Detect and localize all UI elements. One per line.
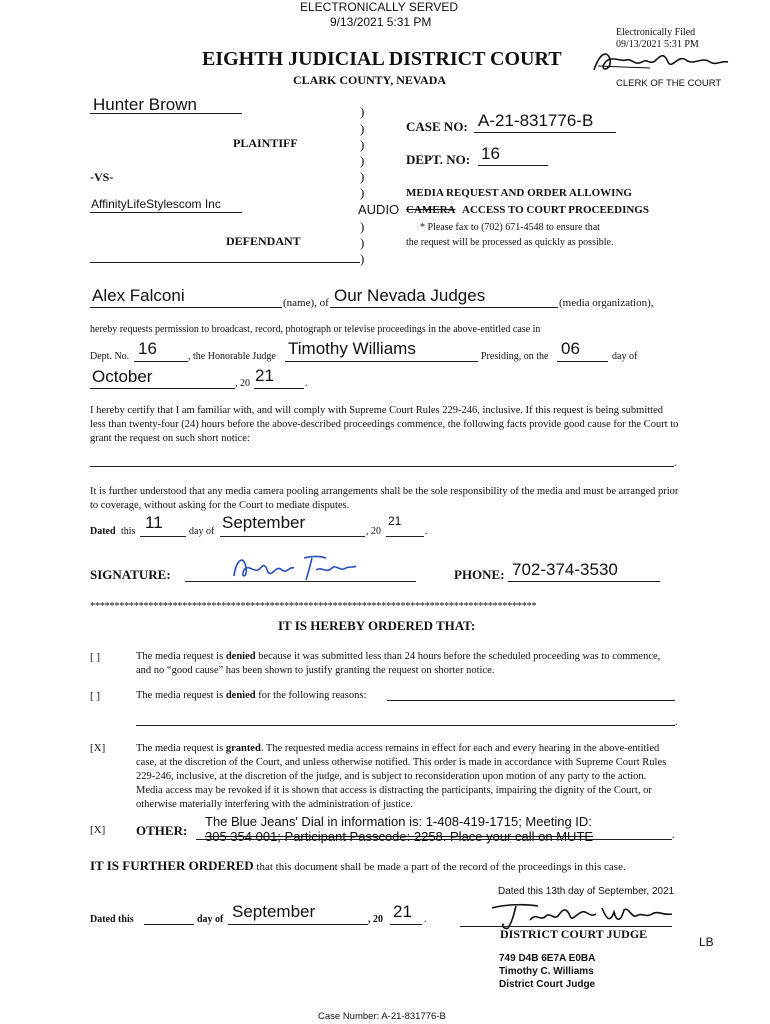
- request-dept-no: 16: [138, 339, 157, 358]
- dated-day-of: day of: [189, 526, 215, 537]
- request-day: 06: [561, 339, 580, 358]
- order-day-line: [144, 924, 194, 925]
- judge-line: [285, 361, 478, 362]
- media-organization: Our Nevada Judges: [334, 286, 486, 305]
- footer-case-number: Case Number: A-21-831776-B: [318, 1011, 446, 1022]
- plaintiff-line: [90, 113, 242, 114]
- fax-note-1: * Please fax to (702) 671-4548 to ensure that: [420, 222, 600, 233]
- requests-text: hereby requests permission to broadcast, record, photograph or televise proceedings in the above-entitled case in: [90, 324, 541, 335]
- case-no-value: A-21-831776-B: [478, 111, 594, 130]
- dept-no-label: DEPT. NO:: [406, 152, 471, 167]
- stamp-judge-title: District Court Judge: [499, 979, 596, 990]
- order-year: 21: [393, 902, 412, 921]
- presiding-label: Presiding, on the: [481, 351, 549, 362]
- other-line-1: The Blue Jeans' Dial in information is: 1-408-419-1715; Meeting ID:: [205, 814, 592, 829]
- option2-text: The media request is denied for the following reasons:: [136, 690, 367, 701]
- certify-paragraph: I hereby certify that I am familiar with, and will comply with Supreme Court Rules 229-246, inclusive. If this request is being submitted less than twenty-four (24) hours before the above-described proceedings commence, the following facts provide good cause for the Court to grant the request on such short notice:: [90, 405, 679, 444]
- court-name: EIGHTH JUDICIAL DISTRICT COURT: [202, 48, 562, 70]
- plaintiff-name: Hunter Brown: [93, 95, 197, 114]
- county: CLARK COUNTY, NEVADA: [293, 73, 447, 87]
- phone-value: 702-374-3530: [512, 560, 618, 579]
- plaintiff-label: PLAINTIFF: [233, 136, 298, 150]
- filed-title: Electronically Filed: [616, 27, 696, 38]
- dated-day-line: [140, 536, 186, 537]
- reasons-period: .: [675, 717, 678, 728]
- option1-text: The media request is denied because it was submitted less than 24 hours before the scheduled proceeding was to commence, and no “good cause” has been shown to justify granting the request on shorter notice.: [136, 651, 661, 676]
- organization-line: [330, 307, 558, 308]
- order-month: September: [232, 902, 316, 921]
- request-year-line: [254, 388, 304, 389]
- option2-checkbox: [ ]: [90, 690, 101, 702]
- order-heading: IT IS HEREBY ORDERED THAT:: [278, 618, 476, 633]
- caption-paren: ): [360, 137, 365, 152]
- dept-no-value: 16: [481, 144, 500, 163]
- request-dept-line: [134, 361, 188, 362]
- other-line: [196, 839, 672, 840]
- further-ordered: IT IS FURTHER ORDERED that this document shall be made a part of the record of the proceedings in this case.: [90, 858, 626, 873]
- request-month-line: [90, 388, 235, 389]
- order-year-line: [390, 924, 422, 925]
- case-no-label: CASE NO:: [406, 119, 468, 134]
- requester-name: Alex Falconi: [92, 286, 185, 305]
- vs-label: -VS-: [90, 170, 114, 184]
- name-label: (name), of: [283, 297, 329, 309]
- request-year-prefix: , 20: [235, 378, 250, 389]
- caption-paren: ): [360, 121, 365, 136]
- dated-year-line: [386, 536, 424, 537]
- order-dated-label: Dated this: [90, 914, 134, 925]
- option1-checkbox: [ ]: [90, 651, 101, 663]
- good-cause-period: .: [674, 458, 677, 469]
- caption-paren: ): [360, 219, 365, 234]
- clerk-initials: LB: [699, 935, 714, 949]
- signature-label: SIGNATURE:: [90, 567, 171, 582]
- case-no-line: [474, 132, 616, 133]
- order-comma20: , 20: [368, 914, 383, 925]
- stamp-dated: Dated this 13th day of September, 2021: [498, 886, 675, 897]
- option3-checkbox: [X]: [90, 742, 106, 754]
- organization-label: (media organization),: [559, 297, 654, 309]
- defendant-line: [90, 212, 242, 213]
- caption-paren: ): [360, 235, 365, 250]
- clerk-label: CLERK OF THE COURT: [616, 78, 722, 89]
- reasons-line-1: [387, 700, 675, 701]
- option3-text: The media request is granted. The requested media access remains in effect for each and every hearing in the above-entitled case, at the discretion of the Court, and unless otherwise notified. This order is made in accordance with Supreme Court Rules 229-246, inclusive, at the discretion of the judge, and is subject to reconsideration upon motion of any party to the action. Media access may be revoked if it is shown that access is distracting the participants, impairing the dignity of the Court, or otherwise materially interfering with the administration of justice.: [136, 743, 667, 810]
- pooling-paragraph: It is further understood that any media camera pooling arrangements shall be the sole responsibility of the media and must be arranged prior to coverage, without asking for the Court to mediate disputes.: [90, 486, 679, 511]
- title-line1: MEDIA REQUEST AND ORDER ALLOWING: [406, 187, 632, 199]
- option4-checkbox: [X]: [90, 824, 106, 836]
- dated-year: 21: [388, 514, 402, 528]
- dated-month-line: [220, 536, 365, 537]
- filed-date: 09/13/2021 5:31 PM: [616, 39, 699, 50]
- requester-line: [90, 307, 282, 308]
- other-label: OTHER:: [136, 823, 188, 838]
- order-day-of: day of: [197, 914, 224, 925]
- caption-paren: ): [360, 104, 365, 119]
- caption-paren: ): [360, 153, 365, 168]
- caption-paren: ): [360, 169, 365, 184]
- day-of-label: day of: [612, 351, 638, 362]
- title-audio-insert: AUDIO: [358, 202, 400, 217]
- defendant-label: DEFENDANT: [226, 234, 301, 248]
- stamp-code: 749 D4B 6E7A E0BA: [499, 953, 596, 964]
- title-line2: ACCESS TO COURT PROCEEDINGS: [462, 204, 649, 216]
- good-cause-line: [90, 466, 674, 467]
- honorable-label: , the Honorable Judge: [188, 351, 276, 362]
- request-period: .: [305, 378, 308, 389]
- clerk-signature: [590, 46, 730, 78]
- request-year: 21: [255, 366, 274, 385]
- dated-day: 11: [145, 513, 163, 532]
- stamp-judge-name: Timothy C. Williams: [499, 966, 594, 977]
- caption-paren: ): [360, 185, 365, 200]
- dated-comma20: , 20: [366, 526, 381, 537]
- request-day-line: [557, 361, 608, 362]
- defendant-name: AffinityLifeStylescom Inc: [91, 197, 221, 211]
- dated-label: Dated: [90, 526, 116, 537]
- judge-title: DISTRICT COURT JUDGE: [500, 927, 648, 941]
- stars-divider: ********************************************************************************************: [90, 601, 537, 612]
- request-month: October: [92, 367, 153, 386]
- served-date: 9/13/2021 5:31 PM: [330, 15, 432, 29]
- caption-bottom-line: [90, 262, 360, 263]
- phone-line: [508, 581, 660, 582]
- reasons-line-2: [136, 725, 675, 726]
- fax-note-2: the request will be processed as quickly as possible.: [406, 237, 614, 248]
- title-struck-camera: CAMERA: [406, 204, 456, 216]
- judge-name: Timothy Williams: [288, 339, 416, 358]
- caption-paren: ): [360, 251, 365, 266]
- dated-period: .: [425, 526, 428, 537]
- dept-no-line: [478, 165, 548, 166]
- dept-label: Dept. No.: [90, 351, 130, 362]
- other-period: .: [672, 830, 675, 841]
- order-period: .: [424, 914, 427, 925]
- order-month-line: [228, 924, 368, 925]
- dated-this-label: this: [121, 526, 136, 537]
- requester-signature: [228, 550, 358, 584]
- dated-month: September: [222, 513, 306, 532]
- phone-label: PHONE:: [454, 567, 505, 582]
- served-title: ELECTRONICALLY SERVED: [300, 0, 459, 14]
- other-line-2: 305 354 001; Participant Passcode: 2258. Place your call on MUTE: [205, 829, 594, 844]
